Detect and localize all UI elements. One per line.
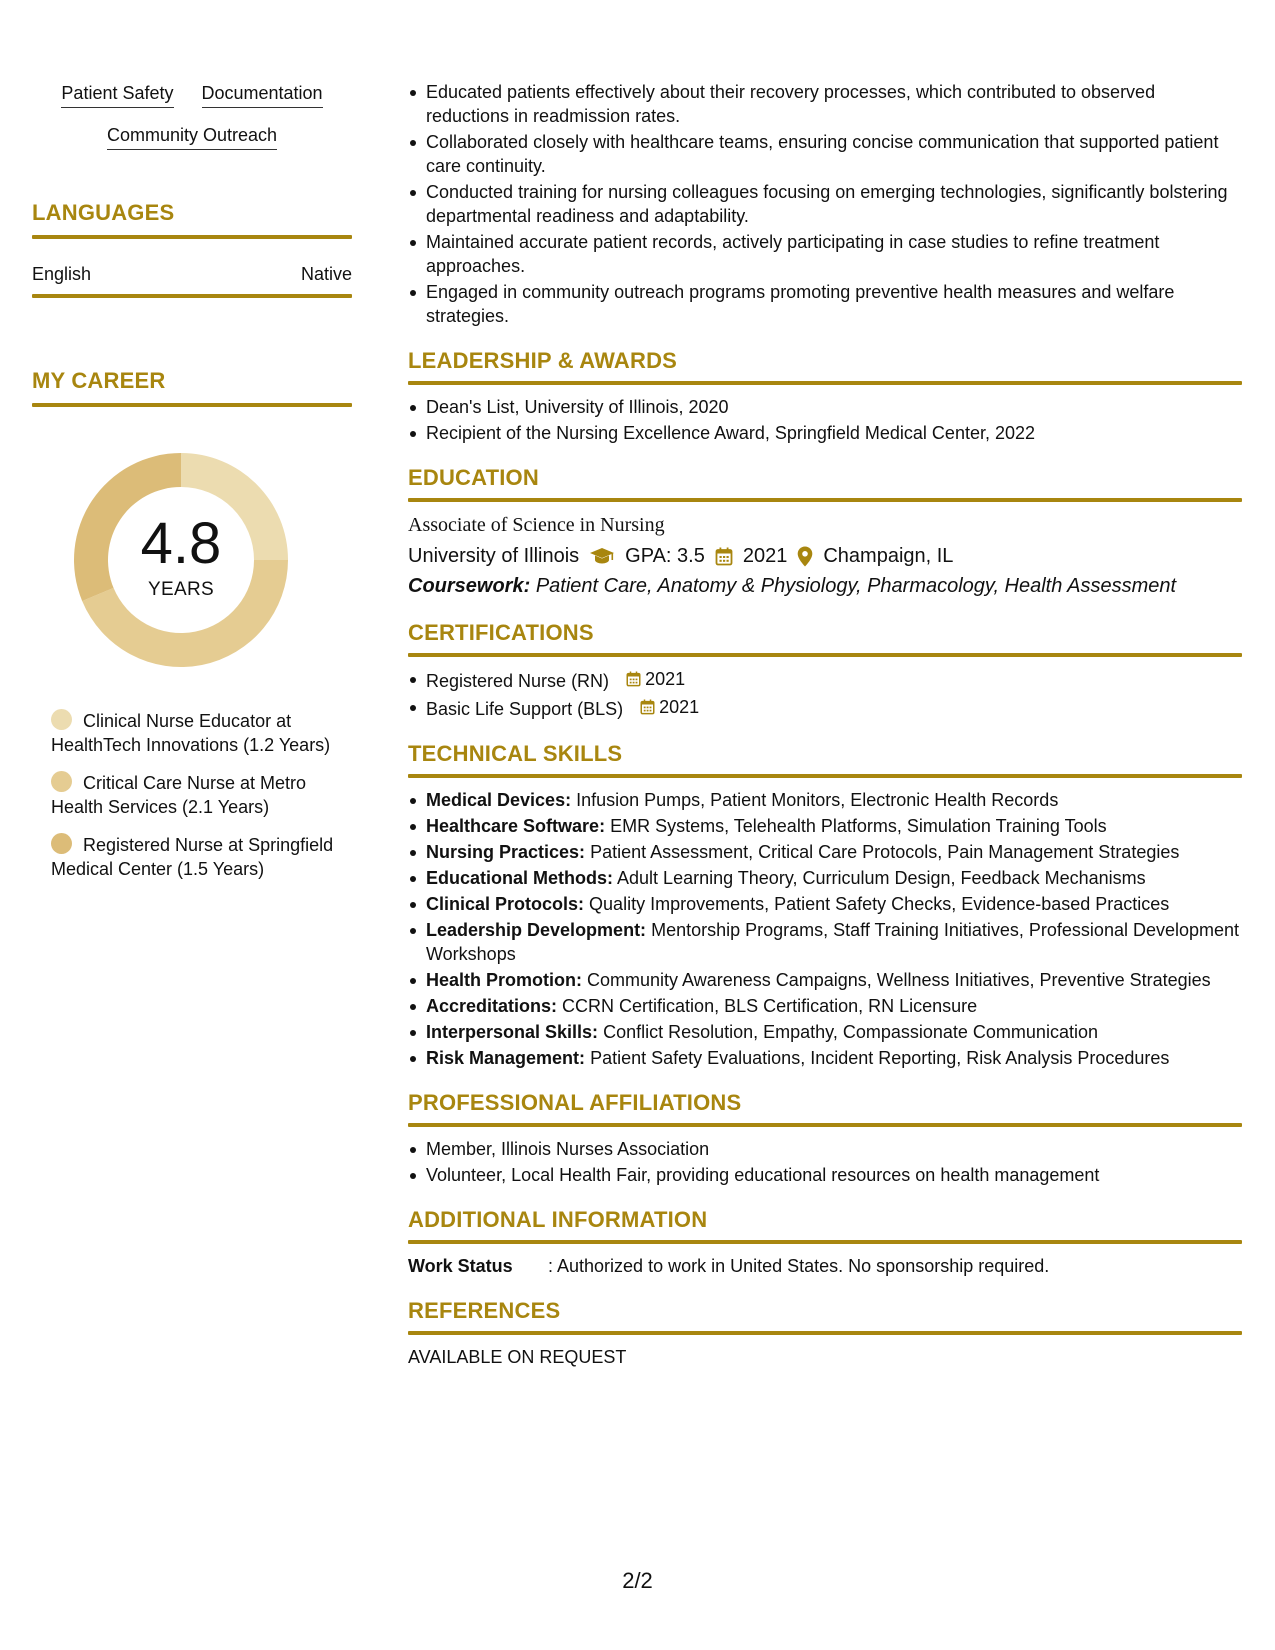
- legend-label: Critical Care Nurse at Metro Health Services (2.1 Years): [51, 773, 307, 817]
- experience-bullet: Maintained accurate patient records, actively participating in case studies to refine treatment approaches.: [426, 230, 1242, 278]
- career-years-unit: YEARS: [148, 579, 214, 600]
- location-pin-icon: [797, 546, 813, 567]
- leadership-title: LEADERSHIP & AWARDS: [408, 348, 678, 373]
- legend-item: [51, 709, 341, 757]
- skill-category: Leadership Development:: [426, 920, 647, 940]
- skill-values: Quality Improvements, Patient Safety Checks, Evidence-based Practices: [589, 894, 1170, 914]
- award-item: Dean's List, University of Illinois, 2020: [426, 395, 1242, 419]
- legend-item: [51, 833, 341, 881]
- technical-skills-title: TECHNICAL SKILLS: [408, 741, 623, 766]
- section-divider: [408, 381, 1242, 385]
- skill-category: Risk Management:: [426, 1048, 586, 1068]
- skill-category: Clinical Protocols:: [426, 894, 585, 914]
- experience-bullet: Collaborated closely with healthcare teams, ensuring concise communication that supported patient care continuity.: [426, 130, 1242, 178]
- legend-item: [51, 771, 341, 819]
- legend-dot: [51, 833, 72, 854]
- skill-tag: Documentation: [202, 82, 323, 108]
- career-legend: [51, 709, 341, 881]
- experience-bullet: Engaged in community outreach programs promoting preventive health measures and welfare strategies.: [426, 280, 1242, 328]
- leadership-list: [408, 395, 1242, 445]
- work-status-row: [408, 1254, 1242, 1278]
- section-divider: [408, 1123, 1242, 1127]
- page-number: 2/2: [622, 1568, 653, 1593]
- certification-year: 2021: [659, 697, 700, 717]
- skill-category: Accreditations:: [426, 996, 558, 1016]
- donut-center: [66, 445, 296, 675]
- degree-name: Associate of Science in Nursing: [408, 514, 665, 536]
- left-column: [32, 82, 352, 895]
- skills-list: [408, 788, 1242, 1070]
- skill-values: Mentorship Programs, Staff Training Initiatives, Professional Development Workshops: [426, 920, 1240, 964]
- career-section: [32, 368, 352, 881]
- skill-item: [426, 918, 1242, 966]
- section-divider: [408, 498, 1242, 502]
- calendar-icon: [715, 547, 733, 566]
- skill-category: Educational Methods:: [426, 868, 614, 888]
- language-name: English: [32, 264, 92, 284]
- affiliation-item: Member, Illinois Nurses Association: [426, 1137, 1242, 1161]
- skill-category: Medical Devices:: [426, 790, 572, 810]
- gpa: GPA: 3.5: [625, 545, 705, 567]
- skill-tag: Community Outreach: [107, 124, 277, 150]
- education-section: [408, 465, 1242, 600]
- certifications-title: CERTIFICATIONS: [408, 620, 594, 645]
- legend-label: Registered Nurse at Springfield Medical Center (1.5 Years): [51, 835, 334, 879]
- skill-category: Healthcare Software:: [426, 816, 606, 836]
- additional-info-section: [408, 1207, 1242, 1278]
- certification-item: [426, 695, 1242, 721]
- skill-item: [426, 994, 1242, 1018]
- skill-values: CCRN Certification, BLS Certification, RN Licensure: [562, 996, 978, 1016]
- certification-name: Registered Nurse (RN): [426, 671, 610, 691]
- work-status-label: Work Status: [408, 1256, 513, 1276]
- skill-values: Conflict Resolution, Empathy, Compassionate Communication: [603, 1022, 1098, 1042]
- education-details: [408, 542, 1242, 570]
- skill-category: Nursing Practices:: [426, 842, 586, 862]
- affiliations-section: [408, 1090, 1242, 1187]
- skill-item: [426, 1046, 1242, 1070]
- coursework: [408, 572, 1242, 600]
- references-section: [408, 1298, 1242, 1369]
- school-name: University of Illinois: [408, 545, 580, 567]
- calendar-icon: [640, 699, 655, 715]
- affiliation-item: Volunteer, Local Health Fair, providing educational resources on health management: [426, 1163, 1242, 1187]
- languages-section: [32, 200, 352, 298]
- certifications-section: [408, 620, 1242, 721]
- technical-skills-section: [408, 741, 1242, 1070]
- legend-dot: [51, 771, 72, 792]
- skill-item: [426, 892, 1242, 916]
- legend-dot: [51, 709, 72, 730]
- right-column: [408, 80, 1242, 1369]
- certification-year: 2021: [645, 669, 686, 689]
- coursework-label: Coursework:: [408, 575, 531, 597]
- additional-info-title: ADDITIONAL INFORMATION: [408, 1207, 708, 1232]
- language-level-bar: [32, 294, 352, 298]
- skill-values: Patient Safety Evaluations, Incident Reporting, Risk Analysis Procedures: [590, 1048, 1170, 1068]
- language-row: [32, 263, 352, 285]
- references-text: AVAILABLE ON REQUEST: [408, 1347, 627, 1367]
- section-divider: [32, 235, 352, 239]
- graduation-year: 2021: [742, 545, 788, 567]
- graduation-cap-icon: [589, 547, 615, 565]
- school-location: Champaign, IL: [823, 545, 954, 567]
- certification-item: [426, 667, 1242, 693]
- skill-item: [426, 788, 1242, 812]
- affiliations-list: [408, 1137, 1242, 1187]
- skill-values: Patient Assessment, Critical Care Protocols, Pain Management Strategies: [590, 842, 1180, 862]
- experience-bullet: Educated patients effectively about their recovery processes, which contributed to observed reductions in readmission rates.: [426, 80, 1242, 128]
- calendar-icon: [626, 671, 641, 687]
- career-donut-chart: [66, 445, 296, 675]
- skill-tags: [32, 82, 352, 150]
- legend-label: Clinical Nurse Educator at HealthTech Innovations (1.2 Years): [51, 711, 331, 755]
- language-level: Native: [300, 264, 352, 284]
- work-status-value: : Authorized to work in United States. No sponsorship required.: [548, 1256, 1050, 1276]
- section-divider: [408, 774, 1242, 778]
- career-title: MY CAREER: [32, 368, 166, 393]
- certification-name: Basic Life Support (BLS): [426, 699, 624, 719]
- languages-title: LANGUAGES: [32, 200, 175, 225]
- skill-item: [426, 840, 1242, 864]
- skill-category: Interpersonal Skills:: [426, 1022, 599, 1042]
- skill-values: Community Awareness Campaigns, Wellness Initiatives, Preventive Strategies: [587, 970, 1211, 990]
- experience-bullet: Conducted training for nursing colleagues focusing on emerging technologies, significantly bolstering departmental readiness and adaptability.: [426, 180, 1242, 228]
- career-total-years: 4.8: [140, 511, 222, 576]
- skill-item: [426, 1020, 1242, 1044]
- skill-values: Adult Learning Theory, Curriculum Design, Feedback Mechanisms: [617, 868, 1146, 888]
- leadership-section: [408, 348, 1242, 445]
- affiliations-title: PROFESSIONAL AFFILIATIONS: [408, 1090, 742, 1115]
- section-divider: [408, 1240, 1242, 1244]
- skill-item: [426, 968, 1242, 992]
- references-title: REFERENCES: [408, 1298, 561, 1323]
- skill-values: Infusion Pumps, Patient Monitors, Electronic Health Records: [576, 790, 1059, 810]
- skill-tag: Patient Safety: [61, 82, 173, 108]
- skill-values: EMR Systems, Telehealth Platforms, Simulation Training Tools: [610, 816, 1107, 836]
- coursework-list: Patient Care, Anatomy & Physiology, Pharmacology, Health Assessment: [535, 575, 1177, 597]
- certifications-list: [408, 667, 1242, 721]
- skill-item: [426, 814, 1242, 838]
- section-divider: [32, 403, 352, 407]
- award-item: Recipient of the Nursing Excellence Award, Springfield Medical Center, 2022: [426, 421, 1242, 445]
- skill-category: Health Promotion:: [426, 970, 582, 990]
- experience-bullets: [408, 80, 1242, 328]
- section-divider: [408, 653, 1242, 657]
- skill-item: [426, 866, 1242, 890]
- section-divider: [408, 1331, 1242, 1335]
- education-title: EDUCATION: [408, 465, 539, 490]
